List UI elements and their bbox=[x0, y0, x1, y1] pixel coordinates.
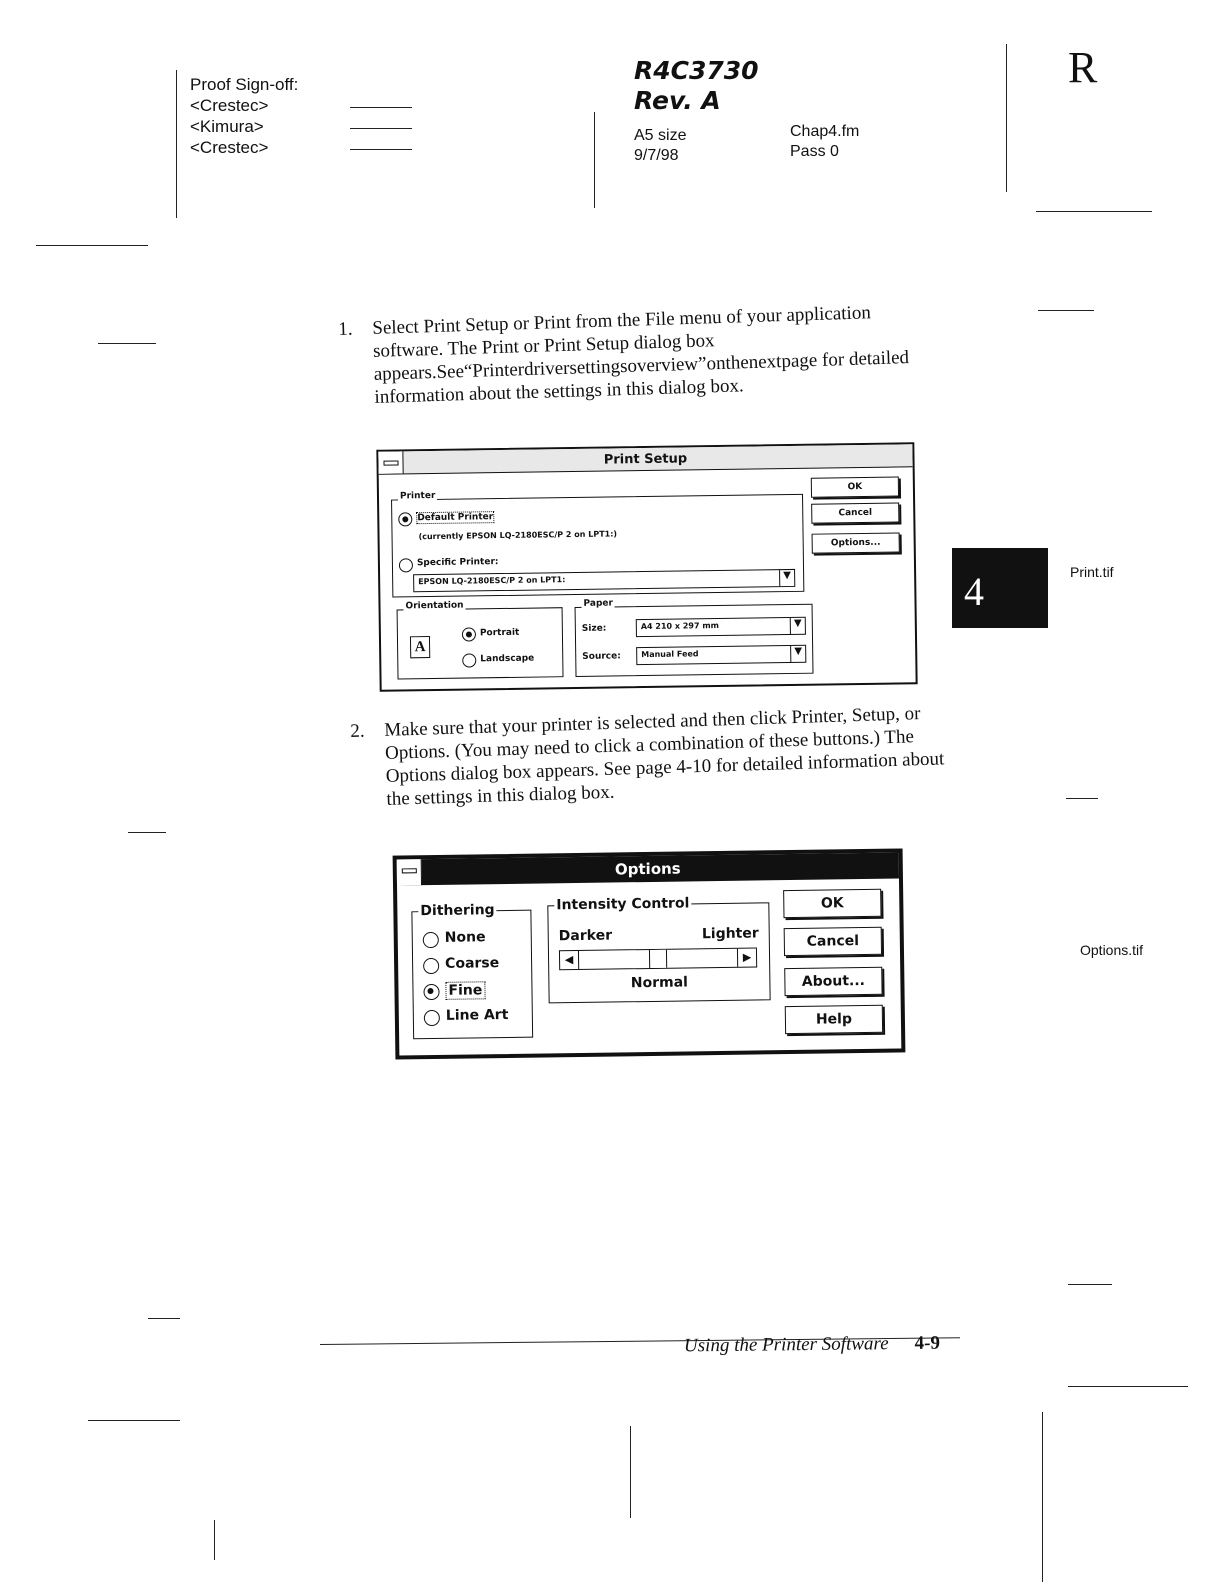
size-label: Size: bbox=[581, 623, 607, 634]
ok-button[interactable]: OK bbox=[811, 476, 899, 497]
about-button[interactable]: About... bbox=[784, 967, 882, 996]
doc-rev: Rev. A bbox=[634, 86, 721, 115]
paper-group bbox=[575, 598, 814, 677]
header-divider bbox=[594, 112, 595, 208]
margin-rule bbox=[176, 70, 177, 218]
ok-button[interactable]: OK bbox=[783, 889, 881, 918]
group-label: Paper bbox=[583, 598, 613, 609]
dithering-none-radio[interactable] bbox=[423, 932, 439, 948]
scroll-right-arrow-icon[interactable]: ▶ bbox=[737, 949, 756, 967]
doc-pass: Pass 0 bbox=[790, 143, 839, 160]
signoff-line bbox=[350, 149, 412, 150]
printer-group bbox=[391, 490, 804, 598]
group-label: Dithering bbox=[420, 902, 495, 920]
dithering-none-label[interactable]: None bbox=[444, 929, 486, 946]
page-footer bbox=[684, 1333, 940, 1358]
crop-mark bbox=[214, 1520, 215, 1560]
signoff-line bbox=[350, 107, 412, 108]
portrait-radio[interactable] bbox=[462, 627, 476, 641]
specific-printer-radio[interactable] bbox=[399, 558, 413, 572]
proof-signoff bbox=[190, 74, 298, 158]
print-tif-label: Print.tif bbox=[1070, 564, 1114, 580]
print-setup-titlebar[interactable] bbox=[378, 444, 912, 474]
dithering-coarse-label[interactable]: Coarse bbox=[445, 955, 500, 972]
doc-meta-left bbox=[634, 126, 686, 166]
dialog-title: Print Setup bbox=[603, 451, 688, 468]
options-titlebar[interactable] bbox=[397, 853, 899, 886]
header-divider-right bbox=[1006, 44, 1007, 192]
corner-letter: R bbox=[1068, 43, 1098, 92]
group-label: Orientation bbox=[405, 600, 464, 612]
specific-printer-label[interactable]: Specific Printer: bbox=[416, 557, 499, 569]
crop-mark bbox=[630, 1426, 631, 1518]
signoff-line bbox=[350, 128, 412, 129]
source-label: Source: bbox=[582, 651, 621, 662]
scroll-left-arrow-icon[interactable]: ◀ bbox=[560, 951, 579, 969]
step-number: 2. bbox=[350, 720, 365, 742]
crop-mark bbox=[1038, 310, 1094, 311]
crop-mark bbox=[98, 343, 156, 344]
paper-source-value: Manual Feed bbox=[641, 649, 699, 660]
orientation-icon: A bbox=[410, 636, 430, 658]
step-text: Select Print Setup or Print from the File menu of your application software. The Print or Print Setup dialog box appears.See“Printerdriversettingsoverview”onthenextpage for detailed information about the settings in this dialog box. bbox=[372, 302, 910, 408]
dropdown-arrow-icon[interactable]: ▼ bbox=[779, 570, 794, 586]
darker-label: Darker bbox=[558, 927, 613, 945]
doc-meta-right bbox=[790, 122, 859, 162]
crop-mark bbox=[1042, 1412, 1043, 1582]
intensity-scrollbar[interactable] bbox=[559, 947, 757, 970]
proof-name-1: <Crestec> bbox=[190, 96, 269, 115]
document-code bbox=[634, 56, 759, 116]
dithering-lineart-radio[interactable] bbox=[424, 1010, 440, 1026]
default-printer-radio[interactable] bbox=[398, 512, 412, 526]
paper-size-value: A4 210 x 297 mm bbox=[640, 621, 720, 632]
paper-size-select[interactable] bbox=[636, 617, 806, 637]
options-dialog bbox=[393, 848, 906, 1059]
dithering-lineart-label[interactable]: Line Art bbox=[445, 1006, 509, 1024]
lighter-label: Lighter bbox=[701, 925, 759, 943]
dialog-title: Options bbox=[614, 859, 681, 879]
dithering-fine-radio[interactable] bbox=[423, 984, 439, 1000]
group-label: Intensity Control bbox=[556, 895, 690, 914]
printer-select[interactable] bbox=[413, 569, 795, 592]
options-button[interactable]: Options... bbox=[812, 532, 900, 553]
proof-name-2: <Kimura> bbox=[190, 117, 264, 136]
crop-mark bbox=[1066, 798, 1098, 799]
step-text: Make sure that your printer is selected and then click Printer, Setup, or Options. (You may need to click a combination of these buttons.) The Options dialog box appears. See page 4-10 for detailed information about the settings in this dialog box. bbox=[384, 703, 945, 810]
dithering-coarse-radio[interactable] bbox=[423, 958, 439, 974]
footer-title: Using the Printer Software bbox=[683, 1333, 889, 1357]
print-setup-dialog bbox=[376, 442, 917, 691]
default-printer-label[interactable]: Default Printer bbox=[417, 512, 494, 524]
help-button[interactable]: Help bbox=[785, 1005, 883, 1034]
crop-mark bbox=[36, 245, 148, 246]
doc-size: A5 size bbox=[634, 127, 687, 144]
crop-mark bbox=[148, 1318, 180, 1319]
dithering-group bbox=[411, 902, 533, 1040]
portrait-label[interactable]: Portrait bbox=[479, 627, 520, 639]
landscape-label[interactable]: Landscape bbox=[480, 653, 535, 665]
doc-file: Chap4.fm bbox=[790, 123, 860, 140]
paper-source-select[interactable] bbox=[636, 645, 806, 665]
proof-name-3: <Crestec> bbox=[190, 138, 269, 157]
intensity-slider-thumb[interactable] bbox=[649, 950, 667, 968]
cancel-button[interactable]: Cancel bbox=[784, 927, 882, 956]
crop-mark bbox=[1068, 1284, 1112, 1285]
cancel-button[interactable]: Cancel bbox=[811, 502, 899, 523]
landscape-radio[interactable] bbox=[462, 653, 476, 667]
page-number: 4-9 bbox=[914, 1332, 941, 1354]
doc-code: R4C3730 bbox=[634, 56, 759, 85]
crop-mark bbox=[128, 832, 166, 833]
normal-label: Normal bbox=[630, 974, 689, 992]
current-printer-text: (currently EPSON LQ-2180ESC/P 2 on LPT1:) bbox=[418, 529, 618, 542]
chapter-number: 4 bbox=[964, 569, 984, 614]
dropdown-arrow-icon[interactable]: ▼ bbox=[790, 618, 805, 634]
crop-mark bbox=[1068, 1386, 1188, 1387]
step-number: 1. bbox=[338, 318, 353, 340]
step-2 bbox=[350, 701, 953, 830]
orientation-group bbox=[397, 600, 564, 679]
proof-title: Proof Sign-off: bbox=[190, 75, 299, 94]
dithering-fine-label[interactable]: Fine bbox=[445, 981, 485, 1000]
step-1 bbox=[338, 299, 941, 428]
crop-mark bbox=[1036, 211, 1152, 212]
printer-select-value: EPSON LQ-2180ESC/P 2 on LPT1: bbox=[418, 575, 566, 587]
doc-date: 9/7/98 bbox=[634, 147, 679, 164]
group-label: Printer bbox=[399, 490, 436, 502]
intensity-group bbox=[547, 895, 770, 1003]
crop-mark bbox=[88, 1420, 180, 1421]
chapter-tab bbox=[952, 548, 1048, 628]
options-tif-label: Options.tif bbox=[1080, 942, 1144, 958]
dropdown-arrow-icon[interactable]: ▼ bbox=[790, 646, 805, 662]
